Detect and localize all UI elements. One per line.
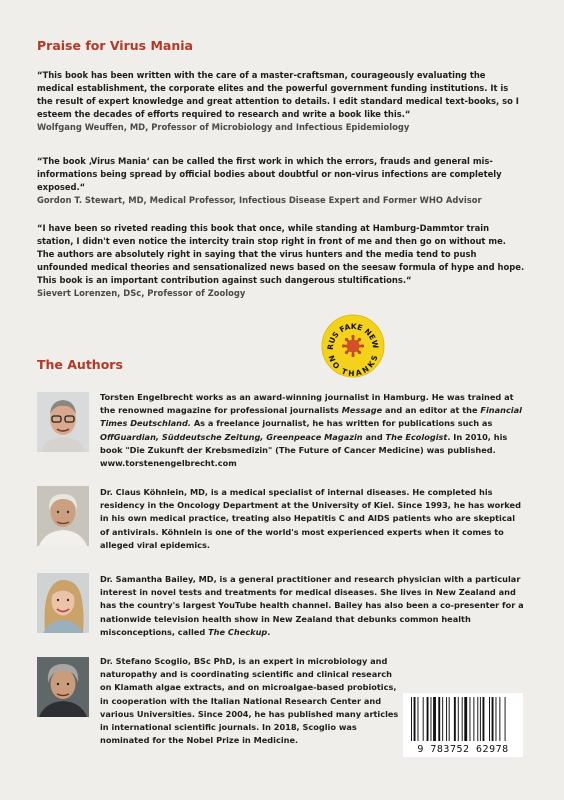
quote-text: “The book ‚Virus Mania‘ can be called the first work in which the errors, frauds and general mis-informations being spread by official bodies about doubtful or non-virus infections are completely exposed.“ [37,156,502,192]
author-name: Torsten Engelbrecht [100,392,193,402]
quote-stewart [37,155,525,207]
bio-italic: Message [341,405,383,416]
quote-attribution: Gordon T. Stewart, MD, Medical Professor, Infectious Disease Expert and Former WHO Advisor [37,195,482,205]
praise-title: Praise for Virus Mania [37,38,193,53]
koehnlein-photo [37,486,89,546]
author-name: Dr. Stefano Scoglio [100,656,188,666]
engelbrecht-bio [100,391,525,470]
bio-italic: OffGuardian, Süddeutsche Zeitung, Greenpeace Magazin [100,431,363,442]
isbn-number: 9 783752 62978 [417,744,509,755]
bio-text: , BSc PhD, is an expert in microbiology and naturopathy and is coordinating scientific and clinical research on Klamath algae extracts, and on microalgae-based probiotics, in cooperation with the Italian National Research Center and various Universities. Since 2004, he has published many articles in international scientific journals. In 2018, Scoglio was nominated for the Nobel Prize in Medicine. [100,656,399,746]
scoglio-bio [100,655,400,747]
quote-text: “This book has been written with the care of a master-craftsman, courageously evaluating the medical establishment, the corporate elites and the powerful government funding institutions. It is the result of expert knowledge and great attention to details. I edit standard medical text-books, so I esteem the decades of efforts required to research and write a book like this.“ [37,70,519,119]
sticker-bottom-text: NO THANKS [326,354,380,379]
scoglio-photo [37,657,89,717]
bio-italic: Financial Times Deutschland. [100,405,522,429]
bio-text: As a freelance journalist, he has written for publications such as [190,418,493,429]
engelbrecht-photo [37,392,89,452]
sticker-top-text: RUS FAKE NEW [325,321,381,351]
bio-text: , MD, is a medical specialist of internal diseases. He completed his residency in the Oncology Department at the University of Kiel. Since 1993, he has worked in his own medical practice, treating also Hepatitis C and AIDS patients who are skeptical of antivirals. Köhnlein is one of the world's most experienced experts when it comes to alleged viral epidemics. [100,487,521,550]
author-name: Dr. Claus Köhnlein [100,487,184,497]
bio-text: works as an award-winning journalist in Hamburg. He was trained at the renowned magazine for professional journalists [100,392,514,416]
quote-attribution: Wolfgang Weuffen, MD, Professor of Microbiology and Infectious Epidemiology [37,122,410,132]
quote-attribution: Sievert Lorenzen, DSc, Professor of Zoology [37,288,246,298]
bio-text: . [267,626,271,637]
authors-title: The Authors [37,357,123,372]
koehnlein-bio [100,486,525,552]
bailey-photo [37,573,89,633]
bio-italic: The Ecologist [385,431,448,442]
author-name: Dr. Samantha Bailey [100,574,193,584]
bio-italic: The Checkup [208,626,268,637]
barcode-bars [403,693,523,743]
bio-text: and an editor at the [382,405,481,416]
bio-text: and [362,431,386,442]
virus-fake-news-sticker [320,313,386,379]
bailey-bio [100,573,525,639]
bio-text: . In 2010, his book "Die Zukunft der Krebsmedizin" (The Future of Cancer Medicine) was published. www.torstenengelbrecht.com [100,431,508,469]
quote-lorenzen [37,222,525,300]
quote-text: “I have been so riveted reading this book that once, while standing at Hamburg-Dammtor train station, I didn't even notice the intercity train stop right in front of me and then go on without me. The authors are absolutely right in saying that the virus hunters and the media tend to push unfounded medical theories and sensationalized news based on the seesaw formula of hype and hope. This book is an important contribution against such dangerous stultifications.“ [37,223,525,285]
bio-text: , MD, is a general practitioner and research physician with a particular interest in novel tests and treatments for medical diseases. She lives in New Zealand and has the country's largest YouTube health channel. Bailey has also been a co-presenter for a nationwide television health show in New Zealand that debunks common health misconceptions, called [100,574,524,637]
isbn-barcode [403,693,523,757]
quote-weuffen [37,69,525,134]
